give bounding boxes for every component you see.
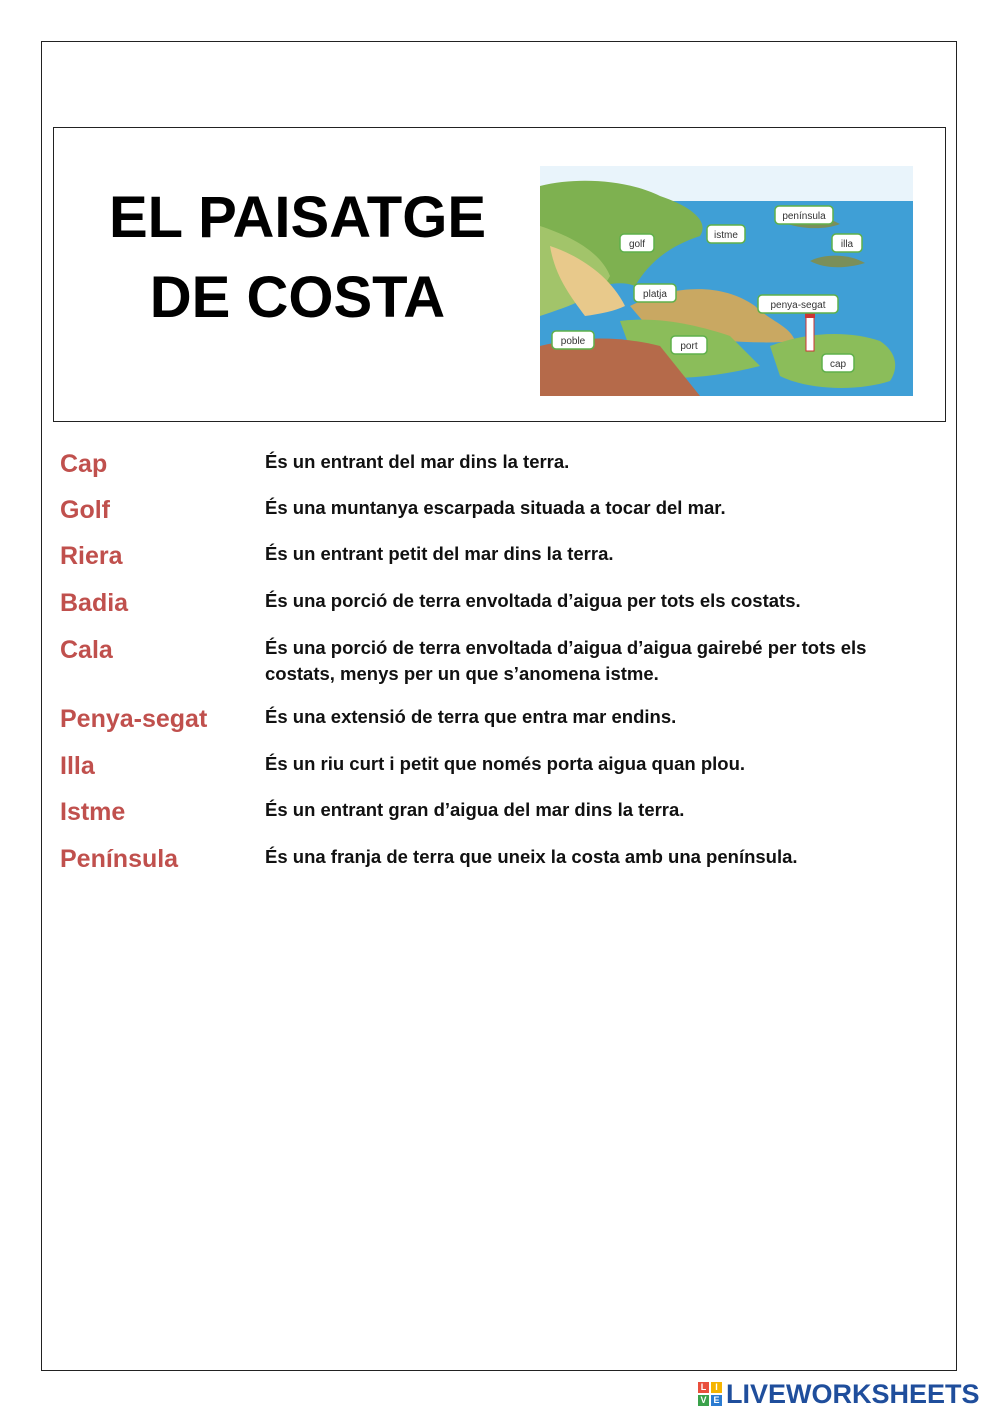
definition-text: És una porció de terra envoltada d’aigua d’aigua gairebé per tots els costats, menys per un que s’anomena istme. (265, 637, 867, 684)
definition-text: És un entrant petit del mar dins la terra. (265, 543, 614, 564)
definition-text: És un riu curt i petit que només porta aigua quan plou. (265, 753, 746, 774)
logo-mark-icon: L I V E (698, 1382, 722, 1406)
title-line-2: DE COSTA (149, 265, 446, 330)
definition-text: És una muntanya escarpada situada a tocar del mar. (265, 497, 726, 518)
label-peninsula: península (782, 211, 826, 222)
title-line-1: EL PAISATGE (108, 185, 487, 250)
definition-text: És una franja de terra que uneix la costa amb una península. (265, 846, 798, 867)
label-cap: cap (829, 359, 847, 370)
label-poble: poble (560, 336, 586, 347)
definition-text: És una porció de terra envoltada d’aigua per tots els costats. (265, 590, 801, 611)
label-port: port (680, 341, 698, 352)
liveworksheets-logo[interactable] (698, 1380, 980, 1408)
definition-text: És una extensió de terra que entra mar endins. (265, 706, 677, 727)
page-title (60, 178, 535, 338)
term-label: Golf (60, 496, 110, 524)
term-label: Cala (60, 636, 113, 664)
definition-text: És un entrant del mar dins la terra. (265, 451, 570, 472)
term-label: Península (60, 845, 179, 873)
label-illa: illa (840, 239, 854, 250)
lighthouse (806, 316, 814, 351)
definition-text: És un entrant gran d’aigua del mar dins la terra. (265, 799, 685, 820)
term-label: Illa (60, 752, 95, 780)
label-istme: istme (714, 230, 738, 241)
label-golf: golf (628, 239, 646, 250)
label-penya-segat: penya-segat (770, 300, 826, 311)
coast-illustration (540, 166, 913, 396)
label-platja: platja (643, 289, 667, 300)
logo-text: LIVEWORKSHEETS (726, 1379, 980, 1409)
term-label: Riera (60, 542, 123, 570)
term-label: Cap (60, 450, 108, 478)
term-label: Istme (60, 798, 126, 826)
term-label: Penya-segat (60, 705, 208, 733)
term-label: Badia (60, 589, 129, 617)
